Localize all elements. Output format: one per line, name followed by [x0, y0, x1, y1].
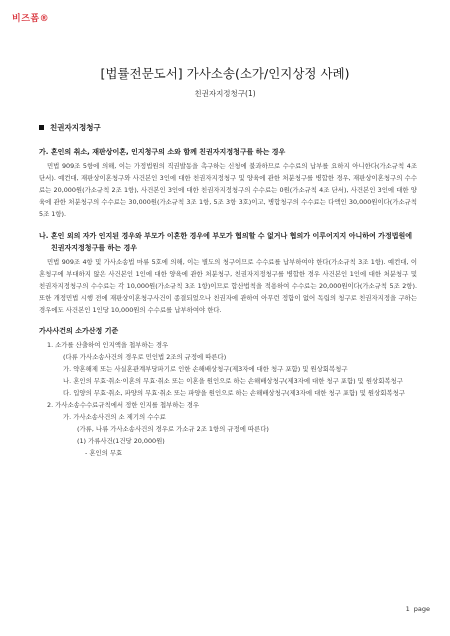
section-title: 친권자지정청구 — [50, 123, 101, 132]
bizforms-logo: 비즈폼® — [12, 14, 50, 24]
page-number: 1 — [405, 605, 410, 613]
part-na-body: 민법 909조 4항 및 가사소송법 마류 5호에 의해, 이는 별도의 청구이므로 수수료를 납부하여야 한다(가소규칙 3조 1항). 예컨대, 이혼청구에 부대하지 않은 사건본인 1인에 대한 양육에 관한 처분청구, 친권자지정청구를 병합한 경우 사건본인 1인에 대한 처분청구 및 친권자지정청구의 수수료는 각 10,000원(가소규칙 3조 1항)이므로 합산법칙을 적용하여 수수료는 20,000원이다(가소규칙 5조 2항). 또한 개정민법 시행 전에 재판상이혼청구사건이 종결되었으나 친권자에 관하여 아무런 정함이 없어 독립의 청구로 친권자지정을 구하는 경우에도 사건본인 1인당 10,000원의 수수료를 납부하여야 한다. — [39, 258, 417, 314]
page-title: [법률전문도서] 가사소송(소가/인지상정 사례) — [100, 66, 350, 81]
section-heading — [39, 122, 417, 133]
part-ga-body: 민법 909조 5항에 의해, 이는 가정법원의 직권발동을 촉구하는 신청에 불과하므로 수수료의 납부를 요하지 아니한다(가소규칙 4조 단서). 예컨대, 재판상이혼청구와 사건본인 3인에 대한 친권자지정청구 및 양육에 관한 처분청구를 병합한 경우, 재판상이혼청구의 수수료는 20,000원(가소규칙 2조 1항), 사건본인 3인에 대한 친권자지정청구의 수수료는 0원(가소규칙 4조 단서), 사건본인 3인에 대한 양육에 관한 처분청구의 수수료는 30,000원(가소규칙 3조 1항, 5조 3항 3호)이고, 병합청구의 수수료는 다액인 30,000원이다(가소규칙 5조 1항). — [39, 162, 417, 218]
criteria-item: 1. 소가를 산출하여 인지액을 첩부하는 경우 — [47, 341, 169, 349]
page-subtitle: 친권자지정청구(1) — [194, 89, 256, 98]
criteria-item: 가. 약혼해제 또는 사실혼관계부당파기로 인한 손해배상청구(제3자에 대한 청구 포함) 및 원상회복청구 — [63, 365, 348, 373]
criteria-item: (다류 가사소송사건의 경우로 민인법 2조의 규정에 따른다) — [63, 353, 227, 361]
part-ga-heading: 가. 혼인의 취소, 재판상이혼, 인지청구의 소와 함께 친권자지정청구를 하는 경우 — [39, 148, 286, 156]
part-na-heading: 나. 혼인 외의 자가 인지된 경우와 부모가 이혼한 경우에 부모가 협의할 수 없거나 협의가 이루어지지 아니하여 가정법원에 친권자지정청구를 하는 경우 — [39, 232, 412, 252]
page-footer — [406, 605, 430, 613]
criteria-item: (1) 가류사건(1건당 20,000원) — [77, 437, 165, 445]
criteria-item: (가류, 나류 가사소송사건의 경우로 가소규 2조 1항의 규정에 따른다) — [77, 425, 269, 433]
criteria-item: 다. 입양의 무효·취소, 파양의 무효·취소 또는 파양을 원인으로 하는 손해배상청구(제3자에 대한 청구 포함) 및 원상회복청구 — [63, 389, 405, 397]
criteria-list — [39, 339, 417, 459]
criteria-item: 가. 가사소송사건의 소 제기의 수수료 — [63, 413, 166, 421]
square-bullet-icon — [39, 125, 44, 130]
criteria-heading: 가사사건의 소가산정 기준 — [39, 327, 119, 335]
criteria-item: 나. 혼인의 무효·취소·이혼의 무효·취소 또는 이혼을 원인으로 하는 손해배상청구(제3자에 대한 청구 포함) 및 원상회복청구 — [63, 377, 403, 385]
criteria-item: 2. 가사소송수수료규칙에서 정한 인지를 첩부하는 경우 — [47, 401, 200, 409]
page-label: page — [413, 605, 430, 613]
criteria-item: - 혼인의 무효 — [85, 449, 123, 457]
document-body — [39, 122, 417, 459]
